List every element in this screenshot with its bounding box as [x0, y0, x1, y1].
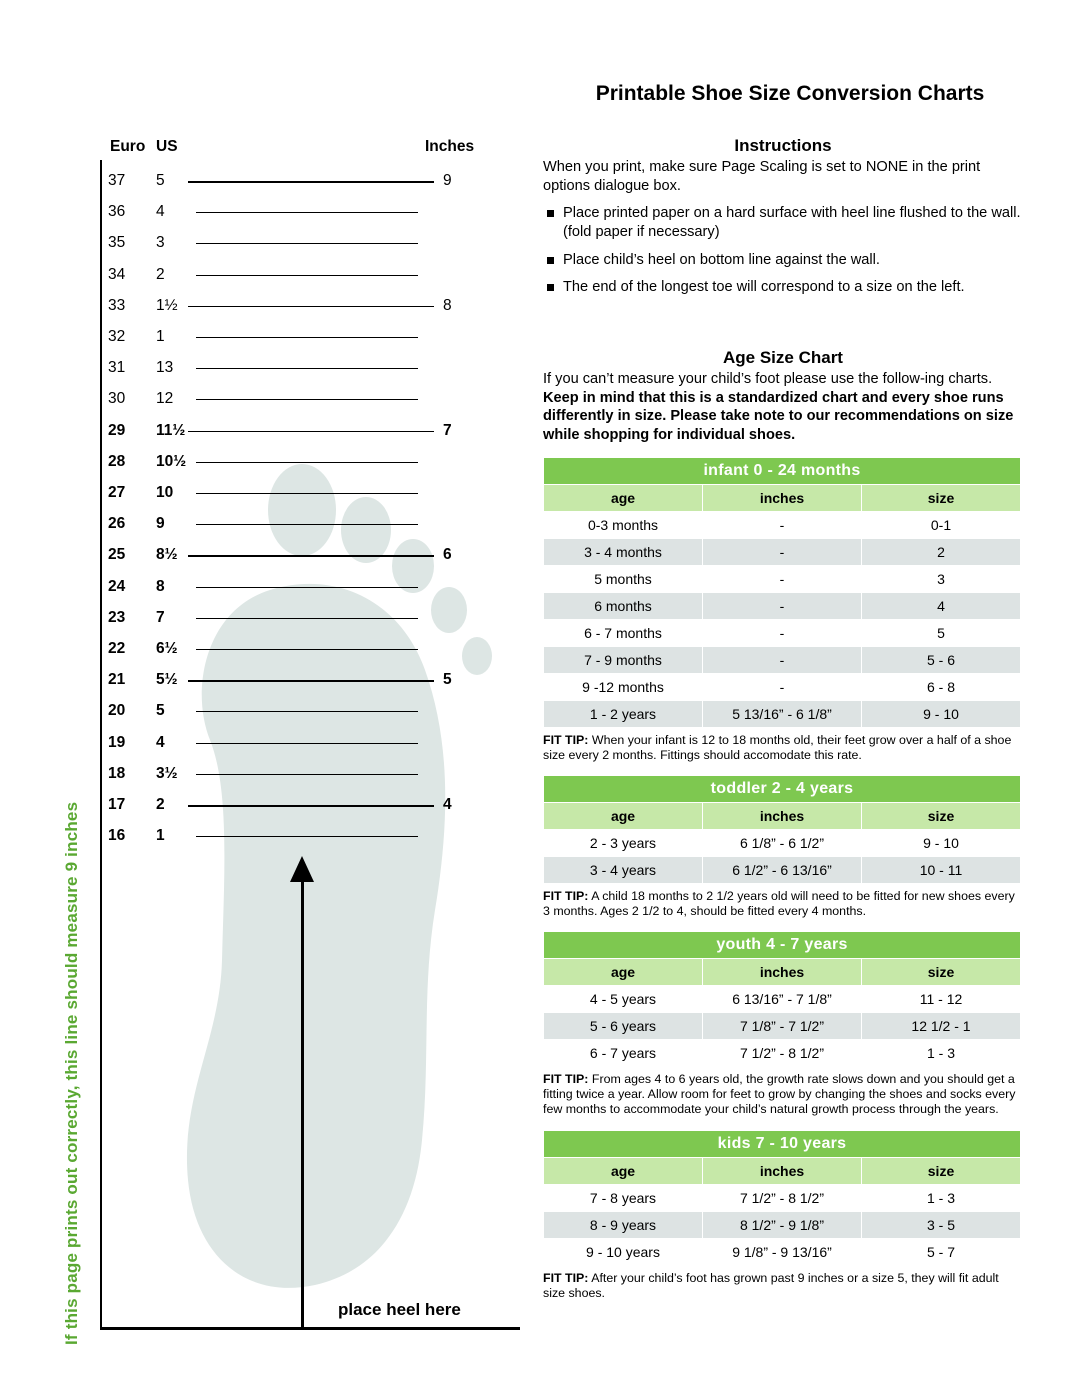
table-cell: 10 - 11 — [862, 856, 1021, 883]
instruction-bullet: Place printed paper on a hard surface with heel line flushed to the wall. (fold paper if necessary) — [543, 204, 1023, 241]
ruler-tick-line — [196, 774, 418, 775]
age-chart-intro-bold: Keep in mind that this is a standardized chart and every shoe runs differently in size. Please take note to our recommendations on size while shopping for individual shoes. — [543, 389, 1014, 444]
table-cell: 6 1/8” - 6 1/2” — [703, 829, 862, 856]
ruler-us-size: 4 — [156, 203, 165, 221]
ruler-euro-size: 19 — [108, 733, 126, 751]
table-cell: 5 - 7 — [862, 1238, 1021, 1265]
ruler-row — [0, 827, 530, 845]
size-table-category-row — [544, 1130, 1021, 1157]
ruler-inch-mark: 8 — [443, 296, 452, 314]
table-row — [544, 1013, 1021, 1040]
ruler-tick-line — [196, 711, 418, 712]
column-header: inches — [703, 1157, 862, 1184]
ruler-tick-line — [196, 524, 418, 525]
ruler-row — [0, 422, 530, 440]
table-cell: - — [703, 619, 862, 646]
ruler-row — [0, 671, 530, 689]
table-cell: 7 1/2” - 8 1/2” — [703, 1184, 862, 1211]
ruler-euro-size: 31 — [108, 359, 126, 377]
size-table-category-label: toddler 2 - 4 years — [544, 775, 1021, 802]
table-row — [544, 619, 1021, 646]
column-header: age — [544, 484, 703, 511]
instruction-bullet: Place child’s heel on bottom line against the wall. — [543, 251, 1023, 270]
ruler-inch-mark: 5 — [443, 671, 452, 689]
ruler-tick-line — [188, 181, 434, 183]
ruler-tick-line — [188, 805, 434, 807]
ruler-us-size: 6½ — [156, 640, 178, 657]
table-cell: - — [703, 592, 862, 619]
table-cell: 6 - 8 — [862, 673, 1021, 700]
size-table-category-row — [544, 457, 1021, 484]
header-inches: Inches — [425, 138, 475, 155]
table-cell: 0-3 months — [544, 511, 703, 538]
heel-baseline — [100, 1327, 520, 1330]
ruler-euro-size: 35 — [108, 234, 126, 252]
table-row — [544, 1211, 1021, 1238]
fit-tip-label: FIT TIP: — [543, 888, 589, 903]
ruler-euro-size: 18 — [108, 764, 126, 782]
ruler-euro-size: 37 — [108, 172, 126, 189]
ruler-row — [0, 328, 530, 346]
table-row — [544, 673, 1021, 700]
size-table — [543, 1130, 1021, 1266]
ruler-euro-size: 27 — [108, 484, 126, 501]
table-row — [544, 592, 1021, 619]
ruler-row — [0, 546, 530, 564]
table-cell: 0-1 — [862, 511, 1021, 538]
table-cell: - — [703, 538, 862, 565]
table-cell: 6 - 7 months — [544, 619, 703, 646]
table-cell: 3 - 4 months — [544, 538, 703, 565]
table-cell: - — [703, 646, 862, 673]
fit-tip-label: FIT TIP: — [543, 732, 589, 747]
table-cell: 7 1/8” - 7 1/2” — [703, 1013, 862, 1040]
ruler-tick-line — [196, 493, 418, 494]
ruler-row — [0, 702, 530, 720]
size-table — [543, 931, 1021, 1067]
table-cell: 8 1/2” - 9 1/8” — [703, 1211, 862, 1238]
table-cell: 5 - 6 — [862, 646, 1021, 673]
table-cell: 8 - 9 years — [544, 1211, 703, 1238]
ruler-tick-line — [188, 680, 434, 682]
size-table-header-row — [544, 1157, 1021, 1184]
ruler-panel — [0, 0, 530, 1400]
ruler-tick-line — [196, 337, 418, 338]
column-header: size — [862, 484, 1021, 511]
ruler-row — [0, 515, 530, 533]
age-chart-heading: Age Size Chart — [723, 348, 843, 367]
table-cell: - — [703, 673, 862, 700]
ruler-us-size: 5 — [156, 702, 165, 720]
table-cell: 11 - 12 — [862, 986, 1021, 1013]
instructions-heading: Instructions — [734, 136, 832, 155]
ruler-us-size: 4 — [156, 733, 165, 751]
table-cell: 1 - 2 years — [544, 700, 703, 727]
ruler-us-size: 9 — [156, 515, 165, 533]
ruler-euro-size: 34 — [108, 265, 126, 283]
instructions-intro: When you print, make sure Page Scaling is set to NONE in the print options dialogue box. — [543, 159, 981, 194]
table-cell: 5 13/16” - 6 1/8” — [703, 700, 862, 727]
ruler-tick-line — [196, 462, 418, 463]
age-chart-intro-normal: If you can’t measure your child’s foot please use the follow-ing charts. — [543, 371, 993, 387]
ruler-euro-size: 33 — [108, 296, 126, 314]
ruler-euro-size: 24 — [108, 577, 126, 595]
table-cell: 12 1/2 - 1 — [862, 1013, 1021, 1040]
table-cell: 6 - 7 years — [544, 1040, 703, 1067]
ruler-inch-mark: 4 — [443, 796, 452, 813]
ruler-us-size: 3 — [156, 234, 165, 252]
ruler-us-size: 8 — [156, 577, 165, 595]
ruler-row — [0, 578, 530, 596]
ruler-row — [0, 390, 530, 408]
fit-tip — [543, 1271, 1023, 1301]
ruler-tick-line — [196, 212, 418, 213]
measure-arrow-shaft — [301, 878, 304, 1328]
fit-tip — [543, 733, 1023, 763]
table-row — [544, 829, 1021, 856]
table-row — [544, 538, 1021, 565]
column-header: inches — [703, 802, 862, 829]
table-cell: 3 — [862, 565, 1021, 592]
place-heel-label: place heel here — [338, 1300, 461, 1319]
measure-arrow-head-icon — [290, 856, 314, 882]
ruler-tick-line — [196, 587, 418, 588]
size-table-header-row — [544, 959, 1021, 986]
ruler-inch-mark: 6 — [443, 546, 452, 564]
column-header: inches — [703, 484, 862, 511]
size-table-category-label: youth 4 - 7 years — [544, 932, 1021, 959]
table-cell: 7 - 9 months — [544, 646, 703, 673]
age-chart-intro — [543, 370, 1023, 445]
ruler-euro-size: 21 — [108, 671, 126, 689]
ruler-inch-mark: 9 — [443, 172, 452, 189]
column-header: age — [544, 959, 703, 986]
fit-tip-text: After your child’s foot has grown past 9 inches or a size 5, they will fit adult size shoes. — [543, 1270, 999, 1300]
ruler-tick-line — [196, 243, 418, 244]
ruler-us-size: 1 — [156, 328, 165, 345]
print-calibration-note: If this page prints out correctly, this line should measure 9 inches — [62, 801, 81, 1345]
size-table-category-row — [544, 932, 1021, 959]
ruler-tick-line — [196, 649, 418, 650]
size-table-block — [543, 775, 1023, 919]
table-cell: 6 1/2” - 6 13/16” — [703, 856, 862, 883]
table-cell: 9 -12 months — [544, 673, 703, 700]
size-tables-container — [543, 457, 1023, 1301]
ruler-row — [0, 609, 530, 627]
column-header: size — [862, 959, 1021, 986]
ruler-row — [0, 640, 530, 658]
column-header: age — [544, 802, 703, 829]
ruler-euro-size: 16 — [108, 827, 126, 845]
ruler-us-size: 2 — [156, 265, 165, 283]
ruler-us-size: 2 — [156, 796, 165, 813]
ruler-euro-size: 26 — [108, 515, 126, 533]
ruler-euro-size: 17 — [108, 796, 126, 813]
size-table-block — [543, 1130, 1023, 1301]
table-row — [544, 986, 1021, 1013]
ruler-tick-line — [188, 555, 434, 557]
ruler-us-size: 3½ — [156, 764, 178, 782]
ruler-row — [0, 359, 530, 377]
header-us: US — [156, 138, 178, 155]
table-row — [544, 1184, 1021, 1211]
table-row — [544, 565, 1021, 592]
size-table-block — [543, 931, 1023, 1117]
ruler-inch-mark: 7 — [443, 421, 452, 439]
table-cell: - — [703, 565, 862, 592]
ruler-tick-line — [196, 618, 418, 619]
table-cell: 6 13/16” - 7 1/8” — [703, 986, 862, 1013]
table-cell: 5 — [862, 619, 1021, 646]
ruler-us-size: 7 — [156, 608, 165, 626]
ruler-us-size: 8½ — [156, 546, 178, 564]
size-table-category-row — [544, 775, 1021, 802]
ruler-row — [0, 172, 530, 190]
fit-tip — [543, 889, 1023, 919]
table-row — [544, 511, 1021, 538]
column-header: size — [862, 1157, 1021, 1184]
instruction-bullet: The end of the longest toe will correspond to a size on the left. — [543, 278, 1023, 297]
ruler-us-size: 12 — [156, 390, 174, 408]
ruler-tick-line — [196, 275, 418, 276]
table-cell: 9 - 10 — [862, 700, 1021, 727]
table-cell: 9 - 10 years — [544, 1238, 703, 1265]
ruler-euro-size: 20 — [108, 702, 126, 720]
ruler-tick-line — [196, 743, 418, 744]
table-cell: 9 1/8” - 9 13/16” — [703, 1238, 862, 1265]
size-table — [543, 775, 1021, 884]
ruler-tick-line — [196, 836, 418, 837]
table-cell: 7 1/2” - 8 1/2” — [703, 1040, 862, 1067]
table-cell: 5 - 6 years — [544, 1013, 703, 1040]
ruler-euro-size: 30 — [108, 390, 126, 408]
ruler-tick-line — [196, 399, 418, 400]
ruler-euro-size: 28 — [108, 452, 126, 470]
table-cell: 5 months — [544, 565, 703, 592]
ruler-column-headers — [0, 138, 530, 158]
ruler-us-size: 1½ — [156, 296, 178, 314]
table-cell: - — [703, 511, 862, 538]
size-table-header-row — [544, 802, 1021, 829]
column-header: inches — [703, 959, 862, 986]
ruler-tick-line — [196, 368, 418, 369]
size-table — [543, 457, 1021, 728]
fit-tip-label: FIT TIP: — [543, 1072, 589, 1087]
ruler-tick-line — [188, 306, 434, 308]
fit-tip-text: A child 18 months to 2 1/2 years old will need to be fitted for new shoes every 3 months. Ages 2 1/2 to 4, should be fitted every 4 months. — [543, 888, 1015, 919]
foot-silhouette-icon — [150, 440, 510, 1330]
content-panel — [540, 0, 1081, 1400]
table-cell: 4 - 5 years — [544, 986, 703, 1013]
ruler-row — [0, 734, 530, 752]
ruler-row — [0, 203, 530, 221]
size-table-block — [543, 457, 1023, 763]
table-row — [544, 1040, 1021, 1067]
table-cell: 7 - 8 years — [544, 1184, 703, 1211]
ruler-euro-size: 23 — [108, 608, 126, 626]
table-cell: 4 — [862, 592, 1021, 619]
ruler-row — [0, 453, 530, 471]
ruler-euro-size: 29 — [108, 421, 126, 439]
ruler-euro-size: 32 — [108, 328, 126, 345]
size-table-header-row — [544, 484, 1021, 511]
ruler-euro-size: 36 — [108, 203, 126, 221]
ruler-us-size: 13 — [156, 359, 174, 377]
size-table-category-label: kids 7 - 10 years — [544, 1130, 1021, 1157]
table-row — [544, 1238, 1021, 1265]
fit-tip-label: FIT TIP: — [543, 1270, 589, 1285]
fit-tip — [543, 1072, 1023, 1117]
column-header: age — [544, 1157, 703, 1184]
table-cell: 9 - 10 — [862, 829, 1021, 856]
ruler-row — [0, 266, 530, 284]
table-cell: 2 — [862, 538, 1021, 565]
header-euro: Euro — [110, 138, 146, 155]
fit-tip-text: When your infant is 12 to 18 months old, their feet grow over a half of a shoe size every 2 months. Fittings should accomodate this rate. — [543, 732, 1012, 762]
ruler-tick-line — [188, 431, 434, 433]
table-cell: 1 - 3 — [862, 1040, 1021, 1067]
ruler-us-size: 1 — [156, 827, 165, 845]
age-size-chart-section — [543, 348, 1023, 1301]
ruler-row — [0, 234, 530, 252]
ruler-us-size: 5 — [156, 172, 165, 189]
ruler-us-size: 10½ — [156, 452, 187, 470]
table-cell: 2 - 3 years — [544, 829, 703, 856]
table-cell: 3 - 4 years — [544, 856, 703, 883]
column-header: size — [862, 802, 1021, 829]
ruler-us-size: 10 — [156, 484, 174, 501]
ruler-us-size: 5½ — [156, 671, 178, 689]
table-row — [544, 700, 1021, 727]
table-cell: 3 - 5 — [862, 1211, 1021, 1238]
ruler-row — [0, 297, 530, 315]
table-row — [544, 646, 1021, 673]
table-row — [544, 856, 1021, 883]
instructions-bullets — [543, 204, 1023, 297]
instructions-section — [543, 136, 1023, 306]
ruler-row — [0, 796, 530, 814]
fit-tip-text: From ages 4 to 6 years old, the growth rate slows down and you should get a fitting twice a year. Allow room for feet to grow by changing the shoes and socks every few months to accommodate your child’s natural growth process through the years. — [543, 1072, 1016, 1117]
ruler-row — [0, 484, 530, 502]
ruler-euro-size: 25 — [108, 546, 126, 564]
ruler-euro-size: 22 — [108, 640, 126, 657]
ruler-us-size: 11½ — [156, 421, 186, 439]
table-cell: 1 - 3 — [862, 1184, 1021, 1211]
table-cell: 6 months — [544, 592, 703, 619]
ruler-row — [0, 765, 530, 783]
size-table-category-label: infant 0 - 24 months — [544, 457, 1021, 484]
page-title: Printable Shoe Size Conversion Charts — [595, 82, 985, 105]
